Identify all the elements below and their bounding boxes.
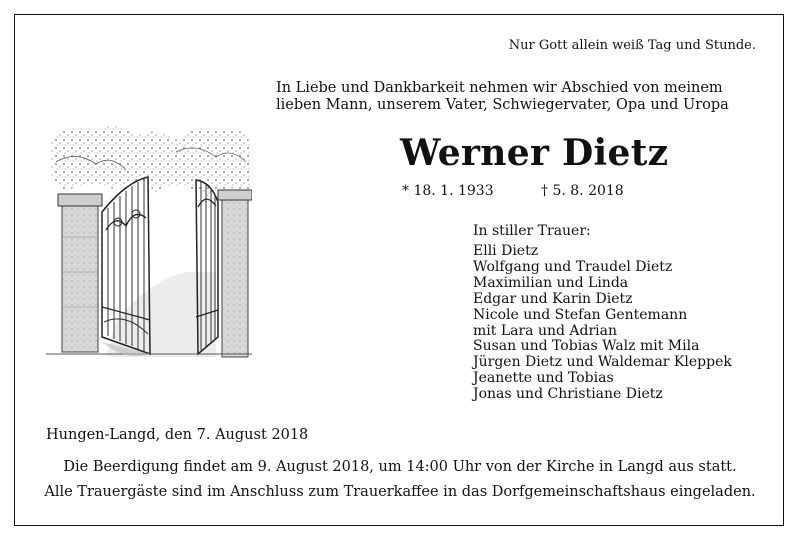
intro-line: lieben Mann, unserem Vater, Schwiegervater, Opa und Uropa (276, 97, 729, 113)
mourner-entry: Wolfgang und Traudel Dietz (473, 258, 673, 275)
mourner-entry: Susan und Tobias Walz mit Mila (473, 338, 700, 355)
place-and-date: Hungen-Langd, den 7. August 2018 (46, 427, 309, 443)
motto: Nur Gott allein weiß Tag und Stunde. (508, 38, 756, 53)
mourner-entry: Edgar und Karin Dietz (473, 290, 633, 307)
mourner-entry: Nicole und Stefan Gentemann (473, 306, 688, 323)
mourner-list (473, 244, 732, 403)
intro-text (276, 80, 729, 114)
mourner-entry: Elli Dietz (473, 243, 539, 259)
mourner-entry: Jeanette und Tobias (473, 370, 614, 387)
mourner-entry: mit Lara und Adrian (473, 322, 618, 339)
garden-gate-illustration (46, 122, 252, 364)
mourning-label: In stiller Trauer: (473, 223, 591, 239)
deceased-name: Werner Dietz (400, 132, 669, 174)
mourner-entry: Maximilian und Linda (473, 274, 629, 291)
death-date: † 5. 8. 2018 (541, 183, 624, 199)
reception-info: Alle Trauergäste sind im Anschluss zum Trauerkaffee in das Dorfgemeinschaftshaus eingeladen. (44, 484, 756, 500)
funeral-info: Die Beerdigung findet am 9. August 2018, um 14:00 Uhr von der Kirche in Langd aus statt. (63, 459, 737, 475)
mourner-entry: Jürgen Dietz und Waldemar Kleppek (473, 354, 732, 371)
intro-line: In Liebe und Dankbarkeit nehmen wir Abschied von meinem (276, 80, 723, 96)
mourner-entry: Jonas und Christiane Dietz (473, 386, 663, 403)
birth-date: * 18. 1. 1933 (402, 183, 494, 199)
